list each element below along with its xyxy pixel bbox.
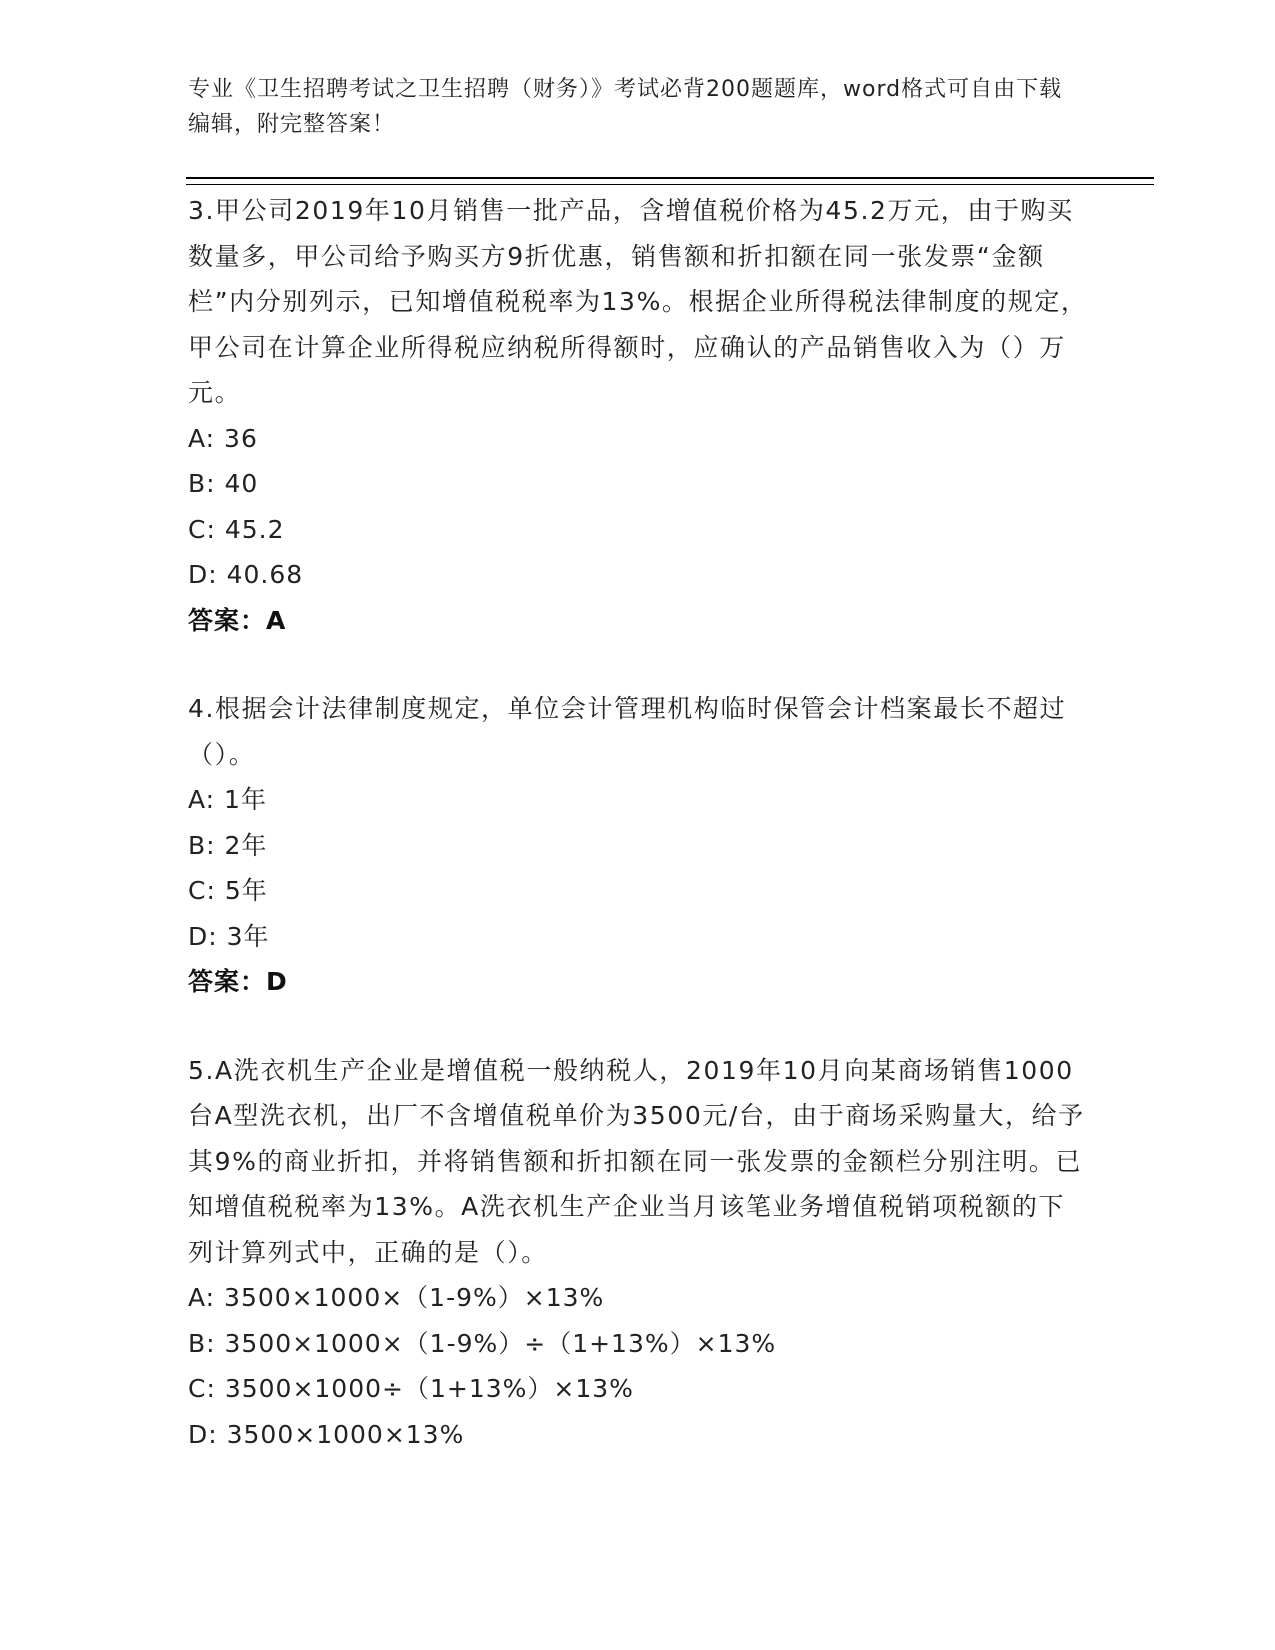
question-5 xyxy=(188,1048,1088,1458)
option-d: D: 3500×1000×13% xyxy=(188,1419,465,1449)
option-c: C: 45.2 xyxy=(188,514,285,544)
option-a: A: 36 xyxy=(188,423,258,453)
option-d: D: 40.68 xyxy=(188,560,304,589)
answer: 答案：A xyxy=(188,605,287,635)
question-list xyxy=(188,188,1088,1457)
question-text: 5.A洗衣机生产企业是增值税一般纳税人，2019年10月向某商场销售1000台A型洗衣机，出厂不含增值税单价为3500元/台，由于商场采购量大，给予其9%的商业折扣，并将销售额和折扣额在同一张发票的金额栏分别注明。已知增值税税率为13%。A洗衣机生产企业当月该笔业务增值税销项税额的下列计算列式中，正确的是（）。 xyxy=(188,1055,1085,1267)
option-b: B: 40 xyxy=(188,469,259,498)
option-a: A: 1年 xyxy=(188,785,267,814)
question-text: 3.甲公司2019年10月销售一批产品，含增值税价格为45.2万元，由于购买数量多，甲公司给予购买方9折优惠，销售额和折扣额在同一张发票“金额栏”内分别列示，已知增值税税率为13%。根据企业所得税法律制度的规定，甲公司在计算企业所得税应纳税所得额时，应确认的产品销售收入为（）万元。 xyxy=(188,196,1088,407)
header-rule-thin xyxy=(186,184,1154,185)
option-d: D: 3年 xyxy=(188,921,270,951)
header-rule-thick xyxy=(186,177,1154,179)
question-4 xyxy=(188,686,1088,1005)
option-b: B: 2年 xyxy=(188,830,268,860)
question-text: 4.根据会计法律制度规定，单位会计管理机构临时保管会计档案最长不超过（）。 xyxy=(188,694,1067,769)
option-c: C: 5年 xyxy=(188,876,268,905)
option-b: B: 3500×1000×（1-9%）÷（1+13%）×13% xyxy=(188,1328,777,1358)
question-3 xyxy=(188,188,1088,643)
option-c: C: 3500×1000÷（1+13%）×13% xyxy=(188,1374,634,1403)
option-a: A: 3500×1000×（1-9%）×13% xyxy=(188,1283,605,1312)
question-gap xyxy=(188,1005,1088,1048)
document-header: 专业《卫生招聘考试之卫生招聘（财务）》考试必背200题题库，word格式可自由下载编辑，附完整答案！ xyxy=(188,77,1063,137)
answer: 答案：D xyxy=(188,967,288,996)
question-gap xyxy=(188,643,1088,686)
